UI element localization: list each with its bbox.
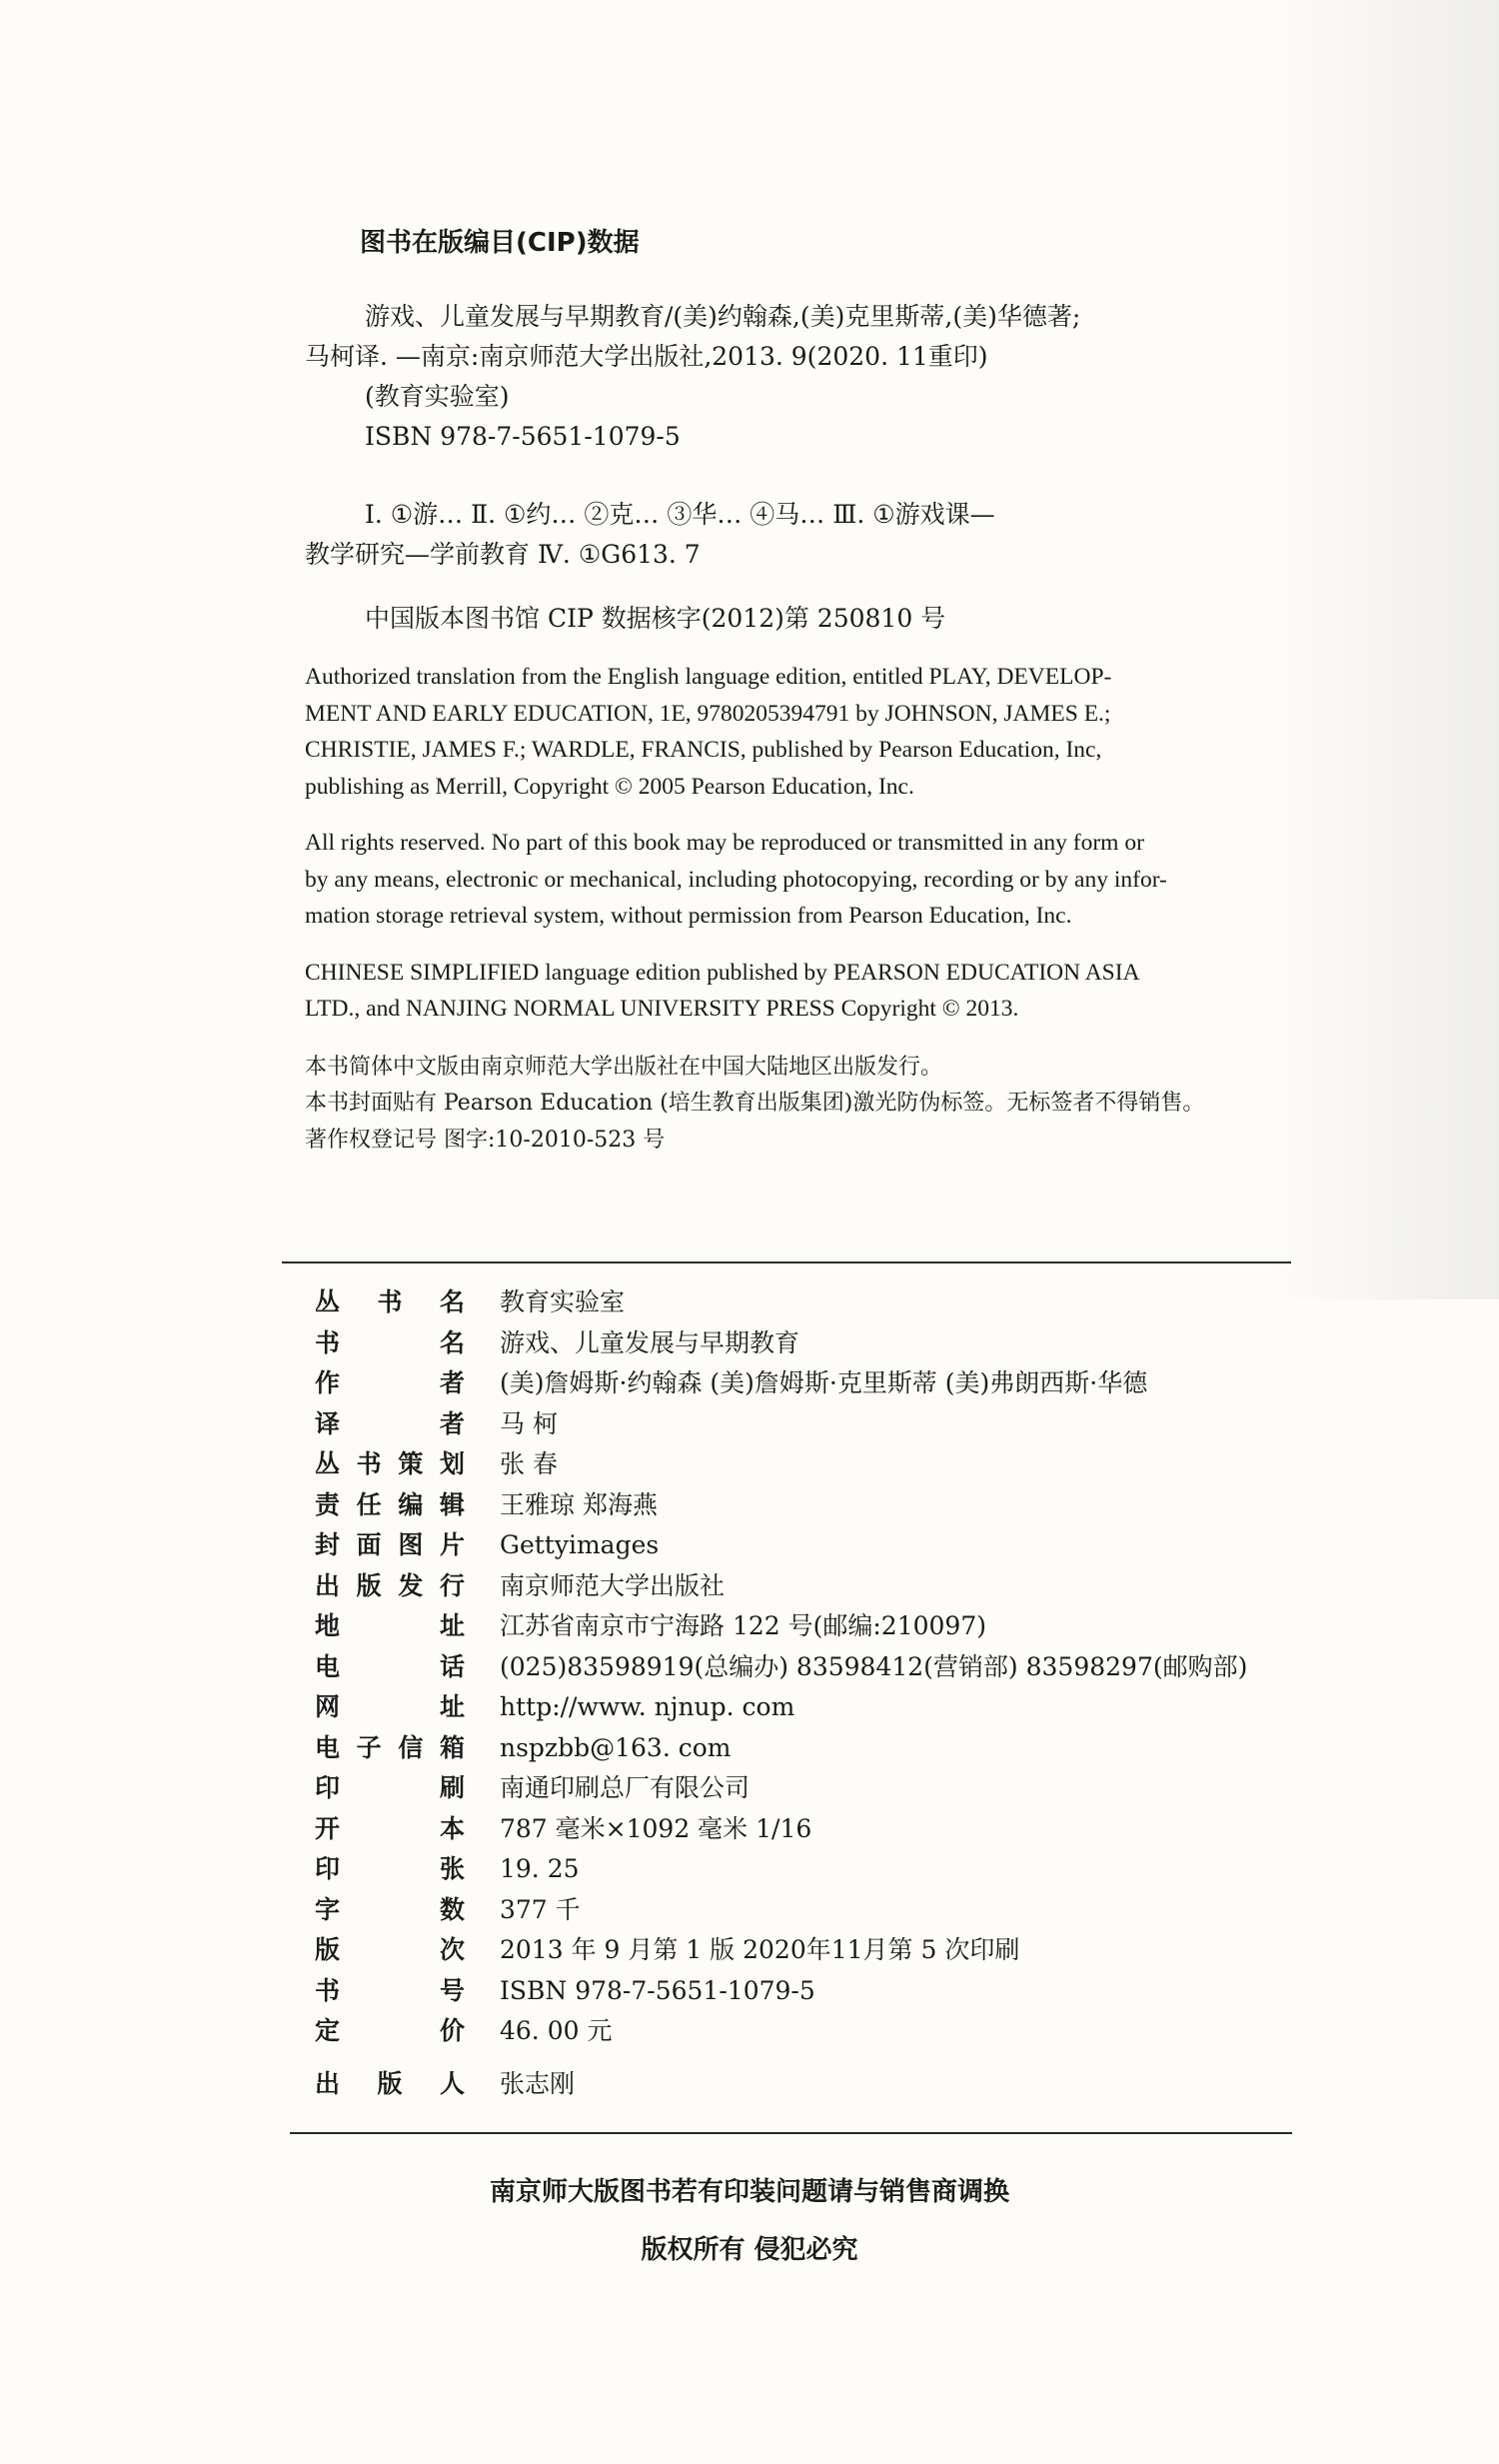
- info-value: Gettyimages: [500, 1530, 660, 1559]
- info-row: [315, 1930, 1394, 1971]
- english-line: by any means, electronic or mechanical, including photocopying, recording or by any infor-: [305, 866, 1167, 893]
- english-line: Authorized translation from the English language edition, entitled PLAY, DEVELOP-: [305, 664, 1112, 690]
- info-row-publisher: [315, 2064, 1394, 2105]
- english-line: CHINESE SIMPLIFIED language edition published by PEARSON EDUCATION ASIA: [305, 959, 1140, 986]
- cip-subject-line: Ⅰ. ①游… Ⅱ. ①约… ②克… ③华… ④马… Ⅲ. ①游戏课—: [365, 500, 995, 529]
- info-value: 游戏、儿童发展与早期教育: [500, 1327, 800, 1357]
- info-row: [315, 1444, 1394, 1485]
- info-row: [315, 1971, 1394, 2012]
- cip-heading: 图书在版编目(CIP)数据: [360, 228, 640, 258]
- info-value: http://www. njnup. com: [500, 1692, 795, 1721]
- info-label: 电 子 信 箱: [315, 1732, 465, 1762]
- info-row: [315, 1606, 1394, 1647]
- info-row: [315, 1768, 1394, 1809]
- info-value: ISBN 978-7-5651-1079-5: [500, 1975, 815, 2005]
- english-line: publishing as Merrill, Copyright © 2005 Pearson Education, Inc.: [305, 773, 914, 800]
- info-label: 丛 书 策 划: [315, 1449, 465, 1478]
- info-value: 19. 25: [500, 1854, 580, 1883]
- info-label: 定 价: [315, 2016, 465, 2045]
- info-value: 南通印刷总厂有限公司: [500, 1773, 750, 1802]
- info-row: [315, 1728, 1394, 1769]
- info-row: [315, 1323, 1394, 1364]
- info-value: 787 毫米×1092 毫米 1/16: [500, 1813, 812, 1843]
- info-value: 江苏省南京市宁海路 122 号(邮编:210097): [500, 1611, 986, 1640]
- cip-subject-line-2: 教学研究—学前教育 Ⅳ. ①G613. 7: [305, 540, 701, 569]
- info-label: 出 版 发 行: [315, 1570, 465, 1600]
- info-label: 印 刷: [315, 1773, 465, 1802]
- info-row: [315, 1566, 1394, 1607]
- info-value: 张志刚: [500, 2068, 576, 2098]
- footer-rights-notice: 版权所有 侵犯必究: [641, 2235, 858, 2265]
- info-label: 网 址: [315, 1692, 465, 1721]
- cip-series-line: (教育实验室): [365, 382, 510, 411]
- english-line: All rights reserved. No part of this book may be reproduced or transmitted in any form or: [305, 830, 1144, 856]
- english-line: mation storage retrieval system, without permission from Pearson Education, Inc.: [305, 903, 1072, 929]
- info-row: [315, 1282, 1394, 1323]
- info-row: [315, 1647, 1394, 1688]
- info-row: [315, 1687, 1394, 1728]
- info-value: 46. 00 元: [500, 2016, 613, 2045]
- english-line: MENT AND EARLY EDUCATION, 1E, 9780205394791 by JOHNSON, JAMES E.;: [305, 700, 1111, 727]
- info-row: [315, 1485, 1394, 1526]
- info-label: 出 版 人: [315, 2068, 465, 2098]
- info-label: 印 张: [315, 1854, 465, 1883]
- cip-publisher-line: 马柯译. —南京:南京师范大学出版社,2013. 9(2020. 11重印): [305, 342, 988, 371]
- info-label: 开 本: [315, 1813, 465, 1843]
- info-label: 地 址: [315, 1611, 465, 1640]
- english-copyright-notice: [305, 659, 1374, 1028]
- info-row: [315, 1363, 1394, 1404]
- info-value: 南京师范大学出版社: [500, 1570, 726, 1600]
- info-label: 丛 书 名: [315, 1287, 465, 1316]
- info-label: 译 者: [315, 1408, 465, 1438]
- cip-title-line: 游戏、儿童发展与早期教育/(美)约翰森,(美)克里斯蒂,(美)华德著;: [365, 302, 1081, 331]
- info-row: [315, 1849, 1394, 1890]
- info-value: 教育实验室: [500, 1287, 626, 1316]
- info-row: [315, 1890, 1394, 1931]
- divider-top: [282, 1261, 1291, 1263]
- cip-verification-line: 中国版本图书馆 CIP 数据核字(2012)第 250810 号: [365, 604, 946, 633]
- info-label: 电 话: [315, 1651, 465, 1681]
- info-row: [315, 1525, 1394, 1566]
- cip-record: [305, 222, 1374, 1159]
- info-value: nspzbb@163. com: [500, 1732, 732, 1762]
- info-value: 2013 年 9 月第 1 版 2020年11月第 5 次印刷: [500, 1935, 1020, 1964]
- publication-info-table: [315, 1282, 1394, 2104]
- info-label: 责 任 编 辑: [315, 1489, 465, 1519]
- info-row: [315, 1404, 1394, 1445]
- note-line: 本书封面贴有 Pearson Education (培生教育出版集团)激光防伪标签。无标签者不得销售。: [305, 1091, 1205, 1116]
- cip-isbn-line: ISBN 978-7-5651-1079-5: [365, 422, 681, 451]
- info-value: 377 千: [500, 1894, 581, 1924]
- info-label: 字 数: [315, 1894, 465, 1924]
- info-label: 书 号: [315, 1975, 465, 2005]
- divider-bottom: [290, 2132, 1292, 2134]
- english-line: CHRISTIE, JAMES F.; WARDLE, FRANCIS, published by Pearson Education, Inc,: [305, 737, 1102, 763]
- english-line: LTD., and NANJING NORMAL UNIVERSITY PRESS Copyright © 2013.: [305, 996, 1019, 1022]
- info-row: [315, 1809, 1394, 1850]
- info-label: 书 名: [315, 1327, 465, 1357]
- chinese-notes: [305, 1050, 1374, 1160]
- info-row: [315, 2011, 1394, 2052]
- info-value: 马 柯: [500, 1408, 558, 1438]
- info-value: (025)83598919(总编办) 83598412(营销部) 83598297(邮购部): [500, 1651, 1248, 1681]
- info-label: 封 面 图 片: [315, 1530, 465, 1559]
- info-label: 版 次: [315, 1935, 465, 1964]
- info-value: 王雅琼 郑海燕: [500, 1489, 658, 1519]
- info-value: (美)詹姆斯·约翰森 (美)詹姆斯·克里斯蒂 (美)弗朗西斯·华德: [500, 1368, 1148, 1397]
- note-line: 本书简体中文版由南京师范大学出版社在中国大陆地区出版发行。: [305, 1054, 943, 1080]
- note-line: 著作权登记号 图字:10-2010-523 号: [305, 1127, 666, 1153]
- info-label: 作 者: [315, 1368, 465, 1397]
- footer-exchange-notice: 南京师大版图书若有印装问题请与销售商调换: [489, 2177, 1009, 2207]
- info-value: 张 春: [500, 1449, 558, 1478]
